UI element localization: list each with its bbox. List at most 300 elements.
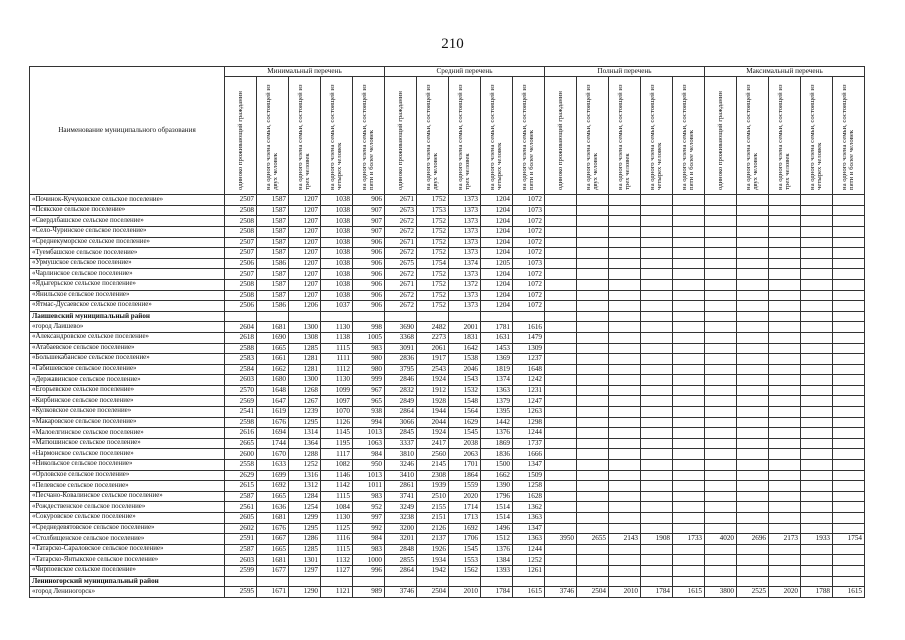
value-cell	[641, 195, 673, 206]
value-cell	[769, 544, 801, 555]
value-cell	[705, 491, 737, 502]
table-header	[30, 67, 865, 195]
value-cell	[385, 576, 417, 587]
value-cell	[673, 385, 705, 396]
municipality-name: «Урмушское сельское поселение»	[30, 258, 225, 269]
value-cell: 1204	[481, 237, 513, 248]
value-cell	[737, 502, 769, 513]
value-cell	[545, 354, 577, 365]
value-cell: 1372	[449, 279, 481, 290]
value-cell	[545, 576, 577, 587]
value-cell: 3337	[385, 438, 417, 449]
value-cell: 3741	[385, 491, 417, 502]
sub-header-cell	[609, 77, 641, 195]
value-cell: 1297	[289, 565, 321, 576]
value-cell: 3200	[385, 523, 417, 534]
value-cell	[641, 438, 673, 449]
value-cell: 1207	[289, 258, 321, 269]
value-cell: 1373	[449, 195, 481, 206]
table-row	[30, 470, 865, 481]
value-cell: 1636	[257, 502, 289, 513]
sub-header-label: на одного члена семьи, состоящей из пяти и более человек	[521, 84, 536, 190]
value-cell	[769, 481, 801, 492]
value-cell	[833, 576, 865, 587]
value-cell: 2504	[417, 587, 449, 598]
value-cell: 1082	[321, 460, 353, 471]
value-cell	[641, 407, 673, 418]
value-cell: 1676	[257, 523, 289, 534]
value-cell	[577, 364, 609, 375]
value-cell	[801, 385, 833, 396]
value-cell: 1130	[321, 375, 353, 386]
value-cell: 1796	[481, 491, 513, 502]
value-cell	[609, 502, 641, 513]
value-cell: 1706	[449, 534, 481, 545]
value-cell	[833, 237, 865, 248]
value-cell	[705, 354, 737, 365]
value-cell	[545, 195, 577, 206]
value-cell	[545, 311, 577, 322]
municipality-name: «Чирпоевское сельское поселение»	[30, 565, 225, 576]
table-row	[30, 491, 865, 502]
value-cell: 1753	[417, 205, 449, 216]
value-cell	[545, 544, 577, 555]
value-cell: 3238	[385, 513, 417, 524]
table-row	[30, 417, 865, 428]
value-cell: 1207	[289, 195, 321, 206]
value-cell: 983	[353, 343, 385, 354]
value-cell: 2672	[385, 269, 417, 280]
municipality-name: «Нармонское сельское поселение»	[30, 449, 225, 460]
value-cell	[481, 576, 513, 587]
value-cell: 1587	[257, 279, 289, 290]
value-cell	[545, 332, 577, 343]
sub-header-cell	[641, 77, 673, 195]
value-cell	[769, 502, 801, 513]
value-cell: 1072	[513, 226, 545, 237]
value-cell	[673, 248, 705, 259]
value-cell: 2855	[385, 555, 417, 566]
value-cell: 1072	[513, 216, 545, 227]
value-cell: 2832	[385, 385, 417, 396]
value-cell	[737, 417, 769, 428]
value-cell: 1538	[449, 354, 481, 365]
value-cell: 1393	[481, 565, 513, 576]
value-cell: 2629	[225, 470, 257, 481]
value-cell	[705, 311, 737, 322]
value-cell	[545, 205, 577, 216]
municipality-name: «Александровское сельское поселение»	[30, 332, 225, 343]
value-cell: 3795	[385, 364, 417, 375]
value-cell: 2560	[417, 449, 449, 460]
value-cell: 994	[353, 417, 385, 428]
value-cell: 1112	[321, 364, 353, 375]
table-row	[30, 301, 865, 312]
value-cell: 1195	[321, 438, 353, 449]
value-cell: 2861	[385, 481, 417, 492]
value-cell: 2598	[225, 417, 257, 428]
value-cell	[833, 513, 865, 524]
value-cell	[737, 375, 769, 386]
value-cell: 983	[353, 544, 385, 555]
value-cell	[801, 248, 833, 259]
value-cell	[641, 311, 673, 322]
sub-header-cell	[257, 77, 289, 195]
value-cell: 2587	[225, 491, 257, 502]
value-cell	[545, 491, 577, 502]
value-cell	[673, 481, 705, 492]
value-cell: 3746	[545, 587, 577, 598]
value-cell: 967	[353, 385, 385, 396]
value-cell	[545, 301, 577, 312]
value-cell: 980	[353, 364, 385, 375]
table-row	[30, 555, 865, 566]
value-cell: 2126	[417, 523, 449, 534]
value-cell: 1752	[417, 237, 449, 248]
value-cell: 3746	[385, 587, 417, 598]
value-cell	[833, 195, 865, 206]
value-cell: 1379	[481, 396, 513, 407]
value-cell: 1116	[321, 534, 353, 545]
value-cell	[769, 226, 801, 237]
value-cell: 989	[353, 587, 385, 598]
value-cell: 1142	[321, 481, 353, 492]
value-cell: 1252	[513, 555, 545, 566]
sub-header-label: на одного члена семьи, состоящей из двух человек	[585, 84, 600, 190]
value-cell	[705, 237, 737, 248]
value-cell: 1628	[513, 491, 545, 502]
data-table	[29, 66, 865, 598]
value-cell: 984	[353, 534, 385, 545]
value-cell: 1648	[257, 385, 289, 396]
value-cell	[673, 290, 705, 301]
value-cell: 1073	[513, 205, 545, 216]
value-cell: 1038	[321, 226, 353, 237]
value-cell	[577, 301, 609, 312]
table-row	[30, 258, 865, 269]
value-cell	[737, 332, 769, 343]
group-header: Минимальный перечень	[225, 67, 385, 77]
value-cell	[577, 470, 609, 481]
value-cell: 1374	[449, 258, 481, 269]
value-cell: 1117	[321, 449, 353, 460]
value-cell: 1376	[481, 428, 513, 439]
table-row	[30, 269, 865, 280]
value-cell	[609, 449, 641, 460]
value-cell: 2675	[385, 258, 417, 269]
value-cell	[641, 248, 673, 259]
value-cell	[577, 407, 609, 418]
sub-header-cell	[577, 77, 609, 195]
value-cell	[385, 311, 417, 322]
sub-header-cell	[673, 77, 705, 195]
value-cell: 1442	[481, 417, 513, 428]
value-cell: 1926	[417, 544, 449, 555]
value-cell: 906	[353, 269, 385, 280]
value-cell: 1013	[353, 470, 385, 481]
value-cell	[641, 460, 673, 471]
value-cell: 3066	[385, 417, 417, 428]
value-cell: 1714	[449, 502, 481, 513]
value-cell	[673, 555, 705, 566]
value-cell	[673, 237, 705, 248]
municipality-name: Лениногорский муниципальный район	[30, 576, 225, 587]
value-cell: 2273	[417, 332, 449, 343]
value-cell: 2173	[769, 534, 801, 545]
value-cell	[737, 491, 769, 502]
value-cell	[417, 576, 449, 587]
value-cell: 1934	[417, 555, 449, 566]
value-cell: 1126	[321, 417, 353, 428]
value-cell: 1204	[481, 301, 513, 312]
value-cell: 1268	[289, 385, 321, 396]
value-cell	[673, 438, 705, 449]
value-cell	[673, 407, 705, 418]
municipality-name: «Атабаевское сельское поселение»	[30, 343, 225, 354]
value-cell	[609, 385, 641, 396]
value-cell: 2672	[385, 248, 417, 259]
value-cell: 2569	[225, 396, 257, 407]
value-cell: 1288	[289, 449, 321, 460]
value-cell	[641, 290, 673, 301]
value-cell: 2672	[385, 290, 417, 301]
value-cell	[641, 226, 673, 237]
value-cell	[769, 513, 801, 524]
value-cell	[545, 343, 577, 354]
value-cell: 2508	[225, 205, 257, 216]
value-cell: 1562	[449, 565, 481, 576]
value-cell: 1681	[257, 513, 289, 524]
value-cell	[801, 513, 833, 524]
value-cell: 1754	[833, 534, 865, 545]
municipality-name: «Никольское сельское поселение»	[30, 460, 225, 471]
value-cell: 1252	[289, 460, 321, 471]
value-cell	[705, 364, 737, 375]
sub-header-cell	[449, 77, 481, 195]
value-cell	[801, 449, 833, 460]
value-cell	[577, 269, 609, 280]
value-cell: 1543	[449, 375, 481, 386]
value-cell: 1831	[449, 332, 481, 343]
value-cell	[641, 279, 673, 290]
value-cell	[673, 449, 705, 460]
value-cell	[545, 460, 577, 471]
value-cell: 2587	[225, 544, 257, 555]
value-cell: 1130	[321, 322, 353, 333]
value-cell	[609, 576, 641, 587]
value-cell	[673, 364, 705, 375]
value-cell: 3800	[705, 587, 737, 598]
value-cell	[609, 301, 641, 312]
value-cell	[705, 248, 737, 259]
value-cell	[577, 311, 609, 322]
value-cell	[673, 332, 705, 343]
value-cell: 1347	[513, 460, 545, 471]
value-cell	[577, 460, 609, 471]
value-cell	[609, 438, 641, 449]
value-cell	[737, 322, 769, 333]
value-cell: 1680	[257, 375, 289, 386]
value-cell	[673, 258, 705, 269]
value-cell: 1204	[481, 226, 513, 237]
value-cell	[769, 385, 801, 396]
value-cell: 1631	[481, 332, 513, 343]
value-cell	[769, 417, 801, 428]
value-cell: 2507	[225, 237, 257, 248]
value-cell: 1373	[449, 237, 481, 248]
municipality-name: «Орловское сельское поселение»	[30, 470, 225, 481]
value-cell	[577, 195, 609, 206]
value-cell	[801, 460, 833, 471]
value-cell	[449, 576, 481, 587]
municipality-name: «Ятмас-Дусаевское сельское поселение»	[30, 301, 225, 312]
municipality-name: «Егорьевское сельское поселение»	[30, 385, 225, 396]
sub-header-label: на одного члена семьи, состоящей из пяти и более человек	[361, 84, 376, 190]
value-cell	[705, 502, 737, 513]
value-cell: 1115	[321, 544, 353, 555]
municipality-name: «Среднедевятовское сельское поселение»	[30, 523, 225, 534]
value-cell: 1752	[417, 248, 449, 259]
value-cell: 1586	[257, 258, 289, 269]
value-cell	[641, 449, 673, 460]
value-cell	[705, 438, 737, 449]
value-cell	[737, 576, 769, 587]
municipality-name: «Макаровское сельское поселение»	[30, 417, 225, 428]
value-cell	[705, 226, 737, 237]
table-body	[30, 195, 865, 598]
value-cell: 2696	[737, 534, 769, 545]
value-cell: 1363	[481, 385, 513, 396]
sub-header-label: на одного члена семьи, состоящей из четырех человек	[489, 84, 504, 190]
value-cell: 952	[353, 502, 385, 513]
value-cell: 2848	[385, 544, 417, 555]
value-cell	[641, 385, 673, 396]
value-cell: 2604	[225, 322, 257, 333]
value-cell	[673, 322, 705, 333]
table-row	[30, 322, 865, 333]
value-cell: 1239	[289, 407, 321, 418]
value-cell: 1864	[449, 470, 481, 481]
value-cell	[673, 375, 705, 386]
value-cell: 2063	[449, 449, 481, 460]
value-cell: 1587	[257, 226, 289, 237]
value-cell: 1373	[449, 248, 481, 259]
value-cell: 3249	[385, 502, 417, 513]
value-cell	[641, 470, 673, 481]
value-cell	[705, 301, 737, 312]
value-cell	[545, 279, 577, 290]
value-cell: 1207	[289, 205, 321, 216]
value-cell: 3091	[385, 343, 417, 354]
value-cell: 1207	[289, 290, 321, 301]
municipality-name: «Туембашское сельское поселение»	[30, 248, 225, 259]
value-cell	[641, 502, 673, 513]
value-cell: 1038	[321, 279, 353, 290]
value-cell	[705, 195, 737, 206]
value-cell: 1127	[321, 565, 353, 576]
value-cell	[769, 290, 801, 301]
value-cell: 906	[353, 290, 385, 301]
value-cell: 1670	[257, 449, 289, 460]
value-cell: 1207	[289, 237, 321, 248]
value-cell: 1005	[353, 332, 385, 343]
value-cell: 3950	[545, 534, 577, 545]
value-cell	[737, 438, 769, 449]
table-row	[30, 523, 865, 534]
value-cell: 2605	[225, 513, 257, 524]
value-cell: 1384	[481, 555, 513, 566]
value-cell	[801, 417, 833, 428]
value-cell: 1373	[449, 226, 481, 237]
value-cell: 1548	[449, 396, 481, 407]
value-cell	[801, 301, 833, 312]
value-cell: 1587	[257, 205, 289, 216]
municipality-name: «Державинское сельское поселение»	[30, 375, 225, 386]
value-cell	[705, 449, 737, 460]
value-cell: 1744	[257, 438, 289, 449]
sub-header-label: на одного члена семьи, состоящей из четырех человек	[329, 84, 344, 190]
table-row	[30, 587, 865, 598]
value-cell: 1633	[257, 460, 289, 471]
value-cell	[801, 364, 833, 375]
value-cell	[769, 332, 801, 343]
table-row	[30, 205, 865, 216]
value-cell	[801, 332, 833, 343]
sub-header-cell	[385, 77, 417, 195]
value-cell	[321, 311, 353, 322]
value-cell: 2595	[225, 587, 257, 598]
value-cell: 2151	[417, 513, 449, 524]
value-cell	[577, 279, 609, 290]
value-cell	[769, 195, 801, 206]
value-cell	[769, 428, 801, 439]
value-cell: 2845	[385, 428, 417, 439]
value-cell: 1752	[417, 216, 449, 227]
value-cell: 1647	[257, 396, 289, 407]
value-cell: 1587	[257, 248, 289, 259]
value-cell	[545, 216, 577, 227]
value-cell	[769, 343, 801, 354]
value-cell	[545, 513, 577, 524]
value-cell	[673, 216, 705, 227]
value-cell	[545, 269, 577, 280]
value-cell: 2507	[225, 195, 257, 206]
value-cell	[769, 375, 801, 386]
value-cell	[833, 364, 865, 375]
sub-header-label: одиноко проживающий гражданин	[236, 90, 244, 190]
value-cell	[833, 470, 865, 481]
value-cell: 2504	[577, 587, 609, 598]
value-cell	[577, 396, 609, 407]
value-cell	[577, 417, 609, 428]
value-cell: 1242	[513, 375, 545, 386]
table-row	[30, 513, 865, 524]
value-cell	[577, 502, 609, 513]
municipality-name: «город Лениногорск»	[30, 587, 225, 598]
value-cell: 2864	[385, 565, 417, 576]
value-cell: 1619	[257, 407, 289, 418]
value-cell: 2506	[225, 258, 257, 269]
value-cell: 1819	[481, 364, 513, 375]
municipality-name: «город Лаишево»	[30, 322, 225, 333]
value-cell	[705, 269, 737, 280]
value-cell	[737, 354, 769, 365]
value-cell	[737, 248, 769, 259]
value-cell	[705, 332, 737, 343]
value-cell	[641, 513, 673, 524]
value-cell	[833, 481, 865, 492]
group-header: Полный перечень	[545, 67, 705, 77]
